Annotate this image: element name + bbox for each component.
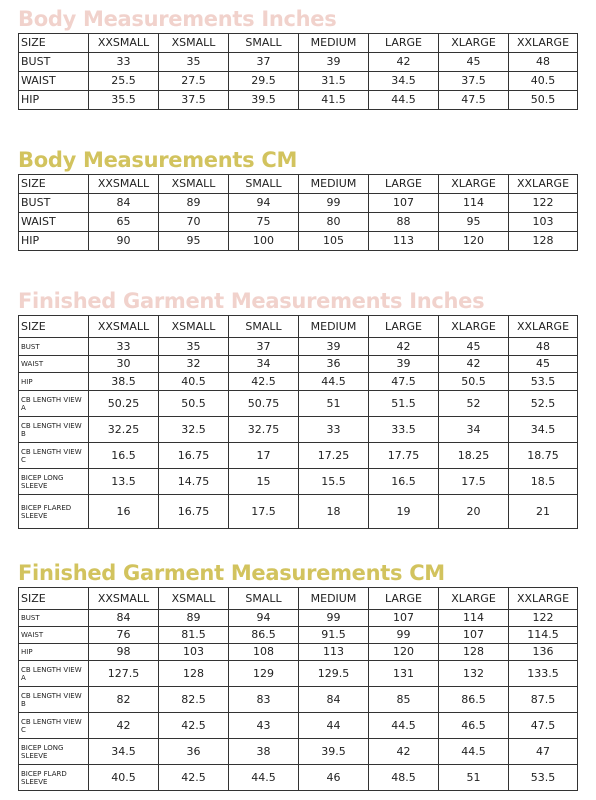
- table-cell: 48: [509, 53, 578, 72]
- table-row: [19, 232, 578, 251]
- table-cell: 50.5: [439, 373, 509, 391]
- header-size-col: XXSMALL: [89, 34, 159, 53]
- row-label: BUST: [19, 194, 89, 213]
- row-label: BICEP LONG SLEEVE: [19, 469, 89, 495]
- table-cell: 99: [299, 610, 369, 627]
- table-cell: 36: [159, 739, 229, 765]
- table-cell: 25.5: [89, 72, 159, 91]
- table-cell: 38.5: [89, 373, 159, 391]
- table-cell: 42: [369, 338, 439, 356]
- table-cell: 108: [229, 644, 299, 661]
- table-cell: 18.75: [509, 443, 578, 469]
- row-label: BUST: [19, 338, 89, 356]
- table-cell: 89: [159, 194, 229, 213]
- size-table: [18, 33, 578, 110]
- table-cell: 51: [439, 765, 509, 791]
- section-finished-cm: [18, 560, 578, 791]
- table-cell: 42.5: [229, 373, 299, 391]
- table-row: [19, 417, 578, 443]
- row-label: CB LENGTH VIEW A: [19, 661, 89, 687]
- table-cell: 39.5: [229, 91, 299, 110]
- table-cell: 120: [439, 232, 509, 251]
- table-row: [19, 687, 578, 713]
- table-cell: 114: [439, 610, 509, 627]
- table-cell: 91.5: [299, 627, 369, 644]
- table-cell: 80: [299, 213, 369, 232]
- table-cell: 113: [369, 232, 439, 251]
- table-row: [19, 373, 578, 391]
- table-cell: 38: [229, 739, 299, 765]
- table-cell: 127.5: [89, 661, 159, 687]
- table-cell: 48.5: [369, 765, 439, 791]
- table-cell: 86.5: [229, 627, 299, 644]
- table-row: [19, 338, 578, 356]
- table-cell: 86.5: [439, 687, 509, 713]
- header-row: [19, 588, 578, 610]
- table-cell: 98: [89, 644, 159, 661]
- table-cell: 18.5: [509, 469, 578, 495]
- row-label: HIP: [19, 232, 89, 251]
- table-cell: 95: [159, 232, 229, 251]
- table-cell: 39.5: [299, 739, 369, 765]
- table-cell: 35.5: [89, 91, 159, 110]
- table-cell: 122: [509, 194, 578, 213]
- table-cell: 83: [229, 687, 299, 713]
- table-cell: 35: [159, 338, 229, 356]
- table-cell: 34.5: [89, 739, 159, 765]
- table-cell: 107: [369, 194, 439, 213]
- header-size-col: XLARGE: [439, 175, 509, 194]
- header-size-col: LARGE: [369, 34, 439, 53]
- table-cell: 35: [159, 53, 229, 72]
- table-cell: 34: [439, 417, 509, 443]
- table-cell: 17: [229, 443, 299, 469]
- row-label: CB LENGTH VIEW C: [19, 443, 89, 469]
- table-cell: 42: [439, 356, 509, 373]
- header-size-col: MEDIUM: [299, 175, 369, 194]
- table-cell: 84: [299, 687, 369, 713]
- table-cell: 50.75: [229, 391, 299, 417]
- row-label: BICEP LONG SLEEVE: [19, 739, 89, 765]
- header-size-col: LARGE: [369, 316, 439, 338]
- table-cell: 90: [89, 232, 159, 251]
- table-cell: 39: [299, 53, 369, 72]
- table-cell: 17.5: [439, 469, 509, 495]
- section-title: Finished Garment Measurements CM: [18, 561, 445, 585]
- table-cell: 95: [439, 213, 509, 232]
- table-cell: 65: [89, 213, 159, 232]
- table-cell: 133.5: [509, 661, 578, 687]
- table-cell: 44.5: [439, 739, 509, 765]
- table-cell: 52.5: [509, 391, 578, 417]
- row-label: WAIST: [19, 627, 89, 644]
- table-cell: 103: [159, 644, 229, 661]
- row-label: CB LENGTH VIEW B: [19, 687, 89, 713]
- header-size-col: XLARGE: [439, 34, 509, 53]
- table-cell: 46: [299, 765, 369, 791]
- size-table: [18, 315, 578, 529]
- table-cell: 42.5: [159, 765, 229, 791]
- row-label: WAIST: [19, 72, 89, 91]
- table-cell: 114: [439, 194, 509, 213]
- table-cell: 16.5: [369, 469, 439, 495]
- header-size: SIZE: [19, 316, 89, 338]
- table-cell: 132: [439, 661, 509, 687]
- table-row: [19, 627, 578, 644]
- header-size-col: XSMALL: [159, 588, 229, 610]
- table-cell: 15: [229, 469, 299, 495]
- table-cell: 37: [229, 338, 299, 356]
- table-cell: 17.75: [369, 443, 439, 469]
- table-row: [19, 356, 578, 373]
- table-cell: 18: [299, 495, 369, 529]
- table-row: [19, 644, 578, 661]
- header-size-col: MEDIUM: [299, 588, 369, 610]
- row-label: CB LENGTH VIEW C: [19, 713, 89, 739]
- table-cell: 88: [369, 213, 439, 232]
- table-cell: 50.5: [159, 391, 229, 417]
- table-cell: 114.5: [509, 627, 578, 644]
- table-cell: 99: [369, 627, 439, 644]
- table-cell: 37.5: [159, 91, 229, 110]
- header-size-col: SMALL: [229, 588, 299, 610]
- header-size: SIZE: [19, 34, 89, 53]
- table-cell: 19: [369, 495, 439, 529]
- table-cell: 16.75: [159, 495, 229, 529]
- table-cell: 46.5: [439, 713, 509, 739]
- table-row: [19, 469, 578, 495]
- row-label: BUST: [19, 610, 89, 627]
- table-cell: 47.5: [509, 713, 578, 739]
- section-body-inches: [18, 6, 578, 110]
- section-title: Finished Garment Measurements Inches: [18, 289, 485, 313]
- table-cell: 40.5: [89, 765, 159, 791]
- table-row: [19, 610, 578, 627]
- table-cell: 53.5: [509, 765, 578, 791]
- row-label: WAIST: [19, 213, 89, 232]
- table-row: [19, 194, 578, 213]
- table-cell: 84: [89, 610, 159, 627]
- table-cell: 44.5: [229, 765, 299, 791]
- table-cell: 100: [229, 232, 299, 251]
- size-table: [18, 587, 578, 791]
- header-size-col: MEDIUM: [299, 316, 369, 338]
- header-size-col: SMALL: [229, 316, 299, 338]
- table-cell: 14.75: [159, 469, 229, 495]
- table-cell: 52: [439, 391, 509, 417]
- table-row: [19, 213, 578, 232]
- table-cell: 33: [89, 338, 159, 356]
- table-cell: 31.5: [299, 72, 369, 91]
- table-cell: 47.5: [439, 91, 509, 110]
- table-cell: 42.5: [159, 713, 229, 739]
- table-cell: 37: [229, 53, 299, 72]
- header-size-col: XXSMALL: [89, 588, 159, 610]
- table-cell: 32.5: [159, 417, 229, 443]
- table-cell: 17.5: [229, 495, 299, 529]
- row-label: HIP: [19, 644, 89, 661]
- header-row: [19, 316, 578, 338]
- table-cell: 84: [89, 194, 159, 213]
- table-cell: 128: [159, 661, 229, 687]
- table-cell: 33: [89, 53, 159, 72]
- header-size-col: XXLARGE: [509, 175, 578, 194]
- table-cell: 16.75: [159, 443, 229, 469]
- table-cell: 105: [299, 232, 369, 251]
- table-cell: 16.5: [89, 443, 159, 469]
- table-row: [19, 765, 578, 791]
- table-cell: 129.5: [299, 661, 369, 687]
- table-cell: 94: [229, 194, 299, 213]
- table-cell: 27.5: [159, 72, 229, 91]
- header-size-col: XSMALL: [159, 34, 229, 53]
- table-cell: 42: [369, 53, 439, 72]
- table-cell: 85: [369, 687, 439, 713]
- table-cell: 41.5: [299, 91, 369, 110]
- table-cell: 47: [509, 739, 578, 765]
- header-row: [19, 34, 578, 53]
- table-cell: 107: [439, 627, 509, 644]
- table-cell: 70: [159, 213, 229, 232]
- table-row: [19, 53, 578, 72]
- header-size-col: MEDIUM: [299, 34, 369, 53]
- table-cell: 113: [299, 644, 369, 661]
- table-cell: 50.5: [509, 91, 578, 110]
- header-size-col: XSMALL: [159, 175, 229, 194]
- table-cell: 103: [509, 213, 578, 232]
- section-title: Body Measurements CM: [18, 148, 298, 172]
- table-cell: 39: [299, 338, 369, 356]
- table-cell: 99: [299, 194, 369, 213]
- table-cell: 32.75: [229, 417, 299, 443]
- table-cell: 15.5: [299, 469, 369, 495]
- table-cell: 122: [509, 610, 578, 627]
- section-body-cm: [18, 147, 578, 251]
- row-label: BICEP FLARED SLEEVE: [19, 495, 89, 529]
- table-cell: 33.5: [369, 417, 439, 443]
- table-cell: 131: [369, 661, 439, 687]
- table-cell: 16: [89, 495, 159, 529]
- header-size-col: XXLARGE: [509, 588, 578, 610]
- table-cell: 45: [439, 53, 509, 72]
- table-cell: 42: [89, 713, 159, 739]
- table-cell: 44.5: [299, 373, 369, 391]
- table-cell: 37.5: [439, 72, 509, 91]
- table-cell: 50.25: [89, 391, 159, 417]
- header-size-col: XXSMALL: [89, 175, 159, 194]
- table-row: [19, 495, 578, 529]
- row-label: CB LENGTH VIEW B: [19, 417, 89, 443]
- table-cell: 34: [229, 356, 299, 373]
- row-label: BUST: [19, 53, 89, 72]
- row-label: HIP: [19, 91, 89, 110]
- table-cell: 128: [439, 644, 509, 661]
- table-cell: 82: [89, 687, 159, 713]
- table-cell: 30: [89, 356, 159, 373]
- table-cell: 75: [229, 213, 299, 232]
- section-title: Body Measurements Inches: [18, 7, 337, 31]
- table-cell: 32: [159, 356, 229, 373]
- table-row: [19, 72, 578, 91]
- header-size: SIZE: [19, 588, 89, 610]
- header-size-col: XXLARGE: [509, 34, 578, 53]
- table-cell: 81.5: [159, 627, 229, 644]
- table-cell: 94: [229, 610, 299, 627]
- size-table: [18, 174, 578, 251]
- table-cell: 43: [229, 713, 299, 739]
- header-size-col: SMALL: [229, 175, 299, 194]
- header-size-col: SMALL: [229, 34, 299, 53]
- table-cell: 44: [299, 713, 369, 739]
- table-cell: 76: [89, 627, 159, 644]
- table-cell: 40.5: [509, 72, 578, 91]
- table-cell: 128: [509, 232, 578, 251]
- table-row: [19, 739, 578, 765]
- table-row: [19, 443, 578, 469]
- table-cell: 51.5: [369, 391, 439, 417]
- table-cell: 39: [369, 356, 439, 373]
- table-cell: 29.5: [229, 72, 299, 91]
- table-cell: 136: [509, 644, 578, 661]
- table-row: [19, 91, 578, 110]
- table-cell: 13.5: [89, 469, 159, 495]
- table-cell: 34.5: [369, 72, 439, 91]
- table-cell: 120: [369, 644, 439, 661]
- section-finished-inches: [18, 288, 578, 529]
- table-cell: 129: [229, 661, 299, 687]
- table-cell: 44.5: [369, 713, 439, 739]
- table-cell: 107: [369, 610, 439, 627]
- table-cell: 42: [369, 739, 439, 765]
- header-row: [19, 175, 578, 194]
- table-cell: 47.5: [369, 373, 439, 391]
- table-cell: 40.5: [159, 373, 229, 391]
- table-cell: 51: [299, 391, 369, 417]
- header-size-col: LARGE: [369, 175, 439, 194]
- header-size-col: LARGE: [369, 588, 439, 610]
- header-size-col: XLARGE: [439, 588, 509, 610]
- table-cell: 32.25: [89, 417, 159, 443]
- table-cell: 34.5: [509, 417, 578, 443]
- header-size-col: XXSMALL: [89, 316, 159, 338]
- table-cell: 45: [439, 338, 509, 356]
- table-cell: 82.5: [159, 687, 229, 713]
- table-cell: 48: [509, 338, 578, 356]
- header-size: SIZE: [19, 175, 89, 194]
- table-cell: 33: [299, 417, 369, 443]
- table-row: [19, 713, 578, 739]
- table-cell: 18.25: [439, 443, 509, 469]
- header-size-col: XXLARGE: [509, 316, 578, 338]
- header-size-col: XLARGE: [439, 316, 509, 338]
- table-cell: 44.5: [369, 91, 439, 110]
- table-row: [19, 391, 578, 417]
- row-label: WAIST: [19, 356, 89, 373]
- table-row: [19, 661, 578, 687]
- table-cell: 89: [159, 610, 229, 627]
- header-size-col: XSMALL: [159, 316, 229, 338]
- table-cell: 36: [299, 356, 369, 373]
- table-cell: 45: [509, 356, 578, 373]
- table-cell: 87.5: [509, 687, 578, 713]
- row-label: BICEP FLARD SLEEVE: [19, 765, 89, 791]
- table-cell: 20: [439, 495, 509, 529]
- table-cell: 21: [509, 495, 578, 529]
- row-label: HIP: [19, 373, 89, 391]
- table-cell: 17.25: [299, 443, 369, 469]
- row-label: CB LENGTH VIEW A: [19, 391, 89, 417]
- table-cell: 53.5: [509, 373, 578, 391]
